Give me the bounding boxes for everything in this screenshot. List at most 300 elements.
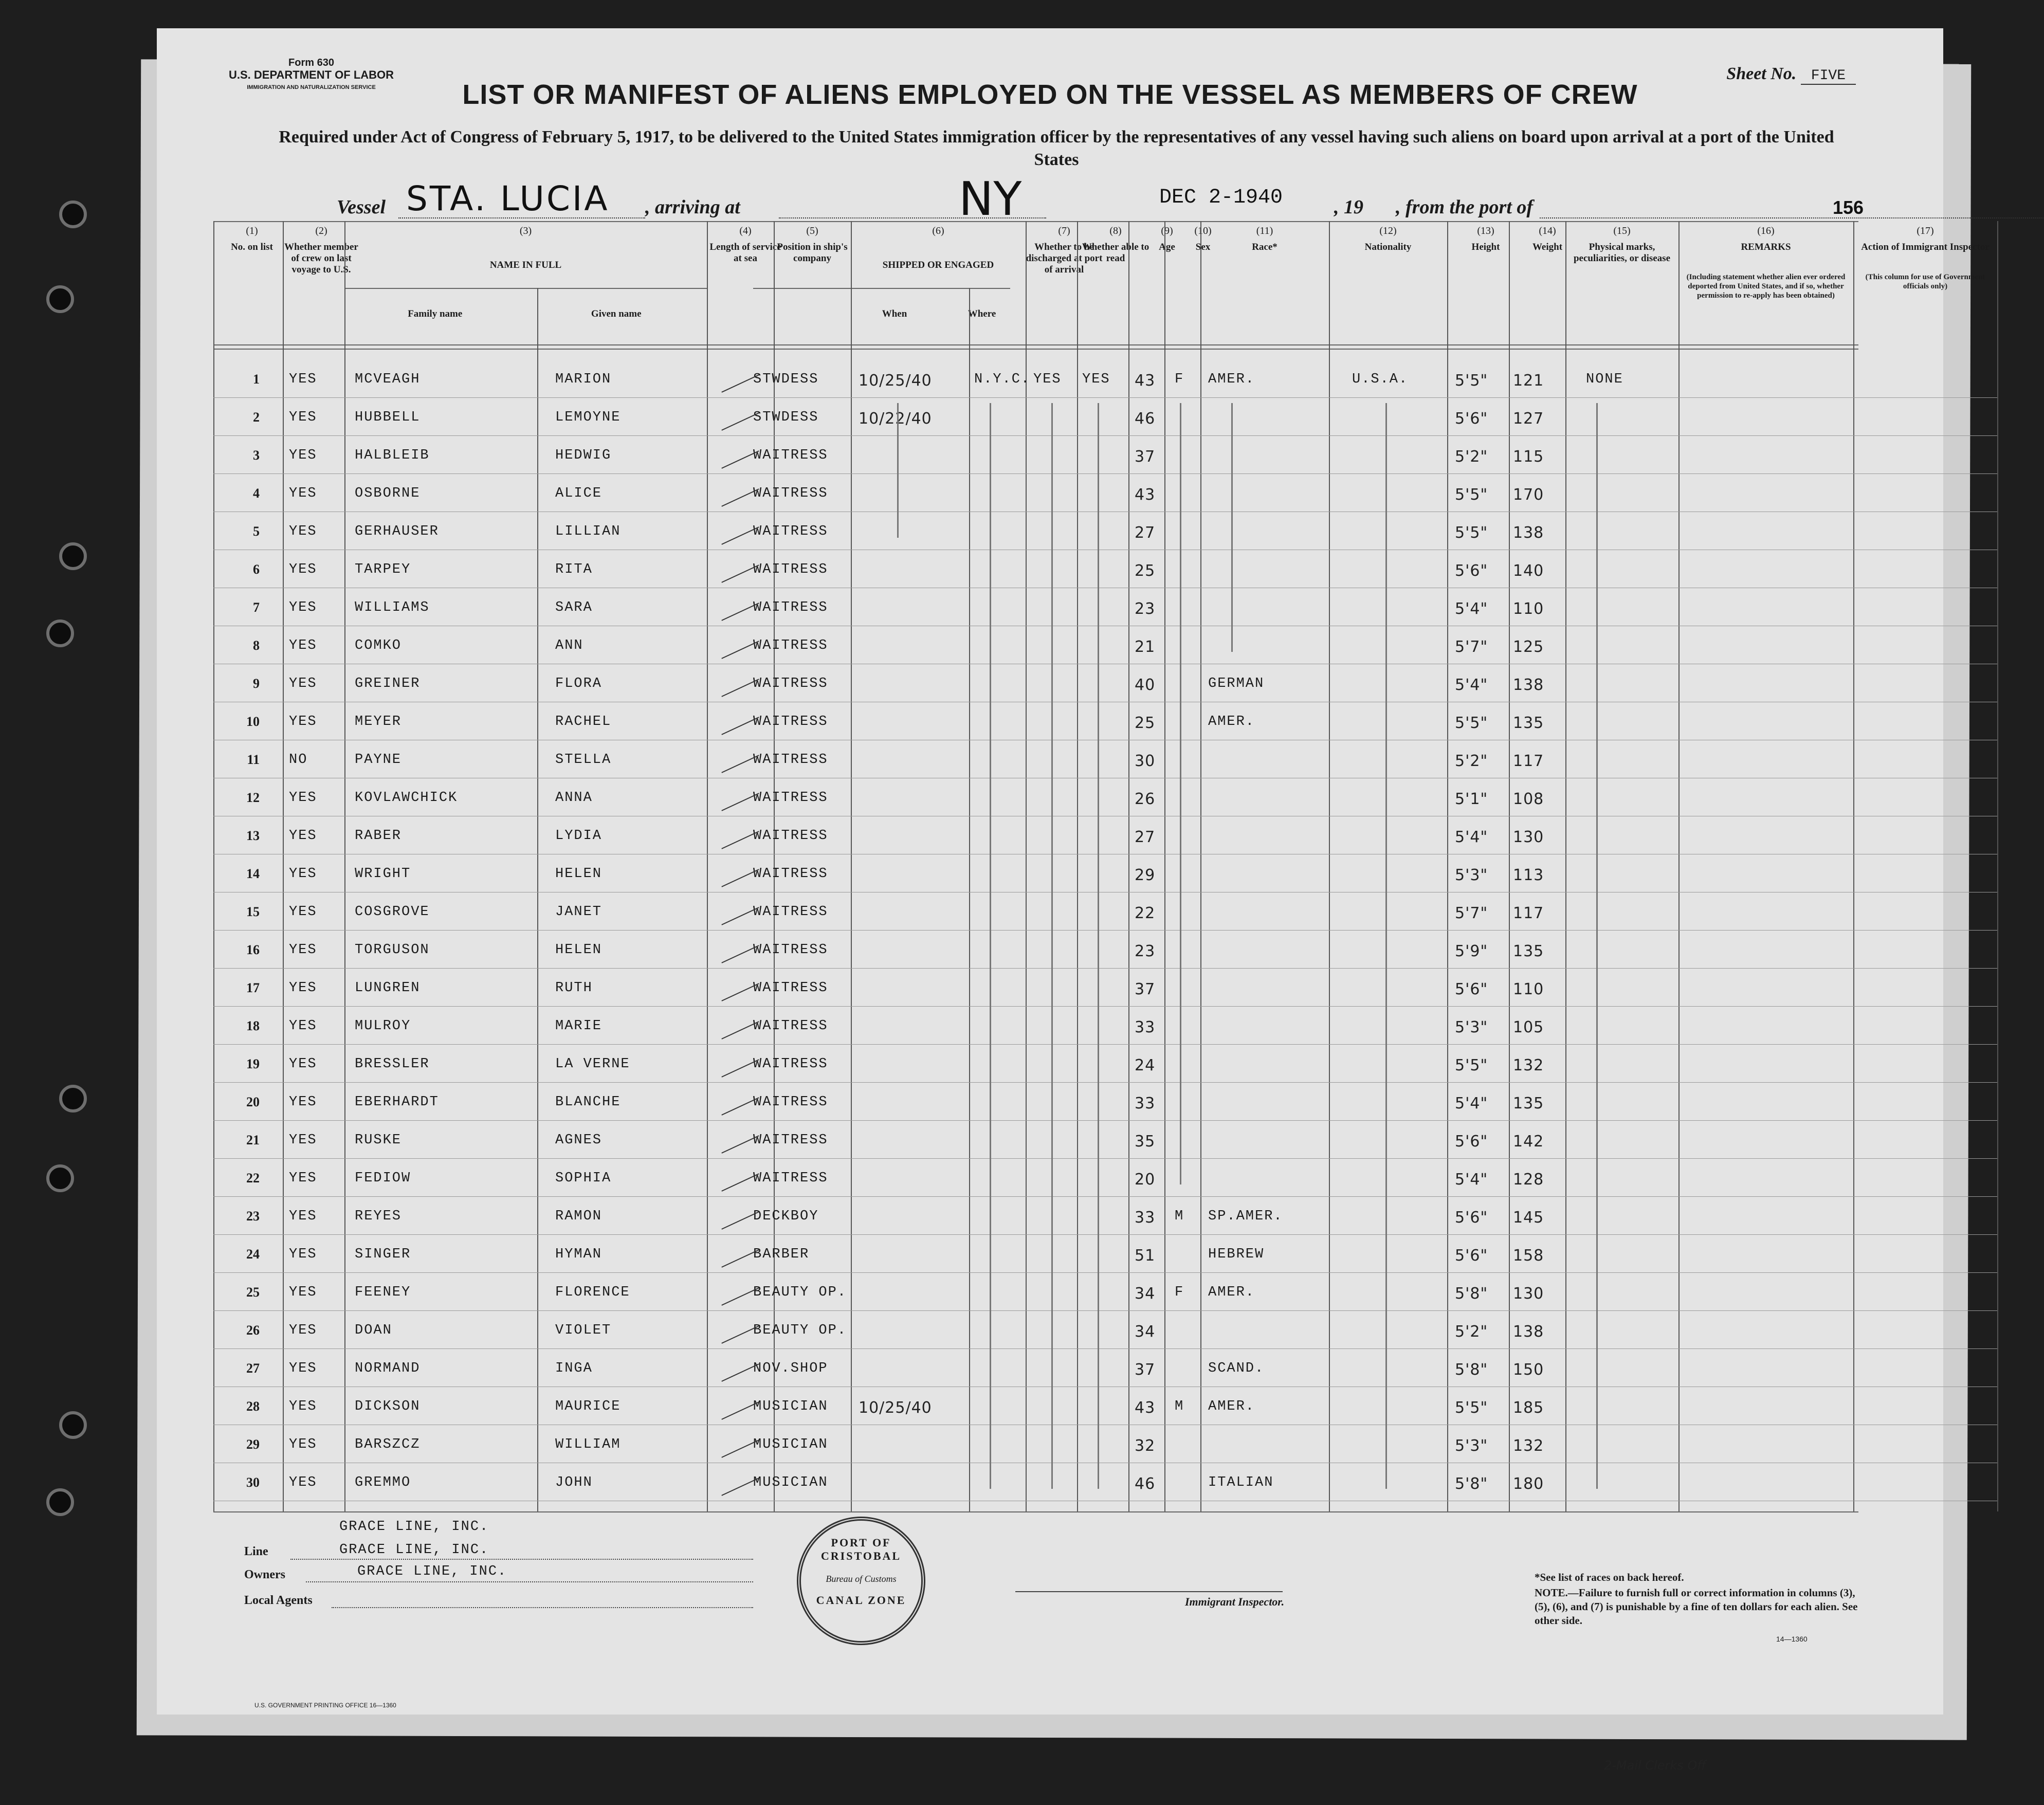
cell-given: VIOLET (555, 1323, 612, 1338)
cell-family: MEYER (355, 714, 402, 730)
cell-height: 5'6" (1455, 980, 1488, 998)
cell-sex: M (1175, 1209, 1184, 1224)
cell-given: RAMON (555, 1209, 603, 1224)
cell-when: 10/25/40 (859, 1399, 932, 1417)
column-number: (14) (1539, 225, 1556, 236)
column-rule (1026, 221, 1027, 1511)
column-rule (1565, 221, 1566, 1511)
cell-last: YES (289, 866, 317, 882)
cell-last: YES (289, 1209, 317, 1224)
form-code: 14—1360 (1776, 1635, 1808, 1643)
line-value: GRACE LINE, INC. (339, 1542, 489, 1558)
column-number: (2) (315, 225, 327, 236)
column-subnote: (Including statement whether alien ever ordered deported from United States, and if so, whether permission to re-apply has been obtained) (1686, 273, 1846, 300)
cell-last: YES (289, 1095, 317, 1110)
cell-last: YES (289, 1475, 317, 1490)
cell-height: 5'5" (1455, 486, 1488, 504)
cell-height: 5'4" (1455, 1095, 1488, 1113)
cell-last: YES (289, 828, 317, 844)
column-rule (1509, 221, 1510, 1511)
cell-when: 10/25/40 (859, 372, 932, 390)
column-rule (1447, 221, 1448, 1511)
manifest-sheet (157, 28, 1990, 1715)
cell-race: AMER. (1208, 1399, 1255, 1414)
cell-discharged: YES (1033, 372, 1062, 387)
ditto-mark (897, 403, 899, 538)
cell-last: YES (289, 1171, 317, 1186)
page-subtitle: Required under Act of Congress of February 5, 1917, to be delivered to the United States immigration officer by the representatives of any vessel having such aliens on board upon arrival at a port of the United States (279, 127, 1834, 169)
cell-given: FLORENCE (555, 1285, 630, 1300)
column-heading: SHIPPED OR ENGAGED (882, 260, 994, 270)
cell-family: WRIGHT (355, 866, 411, 882)
cell-position: WAITRESS (753, 904, 828, 920)
cell-height: 5'4" (1455, 600, 1488, 618)
cell-weight: 128 (1513, 1171, 1544, 1189)
cell-given: HELEN (555, 866, 603, 882)
cell-given: LEMOYNE (555, 410, 621, 425)
cell-family: SINGER (355, 1247, 411, 1262)
cell-no: 16 (246, 942, 260, 957)
cell-age: 46 (1135, 1475, 1156, 1493)
cell-position: WAITRESS (753, 562, 828, 577)
cell-weight: 127 (1513, 410, 1544, 428)
cell-given: SARA (555, 600, 593, 615)
cell-age: 29 (1135, 866, 1156, 884)
cell-given: WILLIAM (555, 1437, 621, 1452)
column-heading: Whether member of crew on last voyage to U.S. (284, 242, 358, 275)
cell-family: RUSKE (355, 1133, 402, 1148)
column-rule (1077, 221, 1078, 1511)
cell-height: 5'6" (1455, 1133, 1488, 1151)
cell-height: 5'5" (1455, 372, 1488, 390)
cell-race: SCAND. (1208, 1361, 1265, 1376)
column-heading: Action of Immigrant Inspector (1861, 242, 1990, 252)
cell-last: YES (289, 790, 317, 806)
cell-family: EBERHARDT (355, 1095, 439, 1110)
cell-given: LILLIAN (555, 524, 621, 539)
column-number: (13) (1477, 225, 1494, 236)
binder-hole (46, 1164, 74, 1192)
name-split-rule (344, 288, 707, 289)
column-number: (6) (932, 225, 944, 236)
cell-family: WILLIAMS (355, 600, 430, 615)
cell-last: YES (289, 904, 317, 920)
cell-given: ALICE (555, 486, 603, 501)
cell-position: WAITRESS (753, 828, 828, 844)
cell-weight: 135 (1513, 1095, 1544, 1113)
row-rule (213, 397, 1997, 398)
form-number: Form 630 (288, 57, 334, 68)
cell-height: 5'3" (1455, 1018, 1488, 1036)
column-subheading: Given name (591, 308, 642, 319)
cell-weight: 130 (1513, 828, 1544, 846)
printer-line: U.S. GOVERNMENT PRINTING OFFICE 16—1360 (254, 1702, 396, 1709)
cell-family: TORGUSON (355, 942, 430, 958)
binder-holes (36, 0, 113, 1805)
vessel-value: STA. LUCIA (406, 179, 610, 218)
cell-weight: 145 (1513, 1209, 1544, 1227)
cell-no: 11 (247, 752, 260, 767)
cell-given: JANET (555, 904, 603, 920)
cell-height: 5'5" (1455, 714, 1488, 732)
cell-no: 9 (253, 676, 260, 691)
cell-position: STWDESS (753, 410, 819, 425)
sheet-number-label: Sheet No. (1726, 64, 1797, 83)
cell-no: 10 (246, 714, 260, 729)
cell-last: YES (289, 448, 317, 463)
binder-hole (59, 1411, 87, 1439)
row-rule (213, 930, 1997, 931)
column-rule (283, 221, 284, 1511)
cell-weight: 132 (1513, 1437, 1544, 1455)
cell-last: YES (289, 714, 317, 730)
cell-age: 33 (1135, 1018, 1156, 1036)
cell-position: WAITRESS (753, 1056, 828, 1072)
cell-no: 19 (246, 1056, 260, 1071)
cell-age: 22 (1135, 904, 1156, 922)
ditto-mark (1231, 403, 1233, 652)
column-heading: Race* (1252, 242, 1278, 252)
column-subheading: Family name (408, 308, 463, 319)
cell-last: YES (289, 1056, 317, 1072)
ditto-mark (1180, 403, 1181, 1184)
cell-height: 5'6" (1455, 562, 1488, 580)
header-bottom-rule (213, 349, 1858, 350)
cell-position: STWDESS (753, 372, 819, 387)
cell-given: MARION (555, 372, 612, 387)
cell-family: RABER (355, 828, 402, 844)
cell-family: GREMMO (355, 1475, 411, 1490)
cell-weight: 150 (1513, 1361, 1544, 1379)
cell-no: 17 (246, 980, 260, 995)
cell-last: YES (289, 1247, 317, 1262)
cell-position: BEAUTY OP. (753, 1285, 847, 1300)
cell-age: 26 (1135, 790, 1156, 808)
cell-nationality: U.S.A. (1352, 372, 1409, 387)
cell-no: 8 (253, 638, 260, 653)
stamp-top-text: PORT OF CRISTOBAL (820, 1536, 902, 1562)
cell-height: 5'7" (1455, 638, 1488, 656)
cell-last: YES (289, 1437, 317, 1452)
cell-weight: 125 (1513, 638, 1544, 656)
cell-no: 7 (253, 600, 260, 615)
cell-family: OSBORNE (355, 486, 421, 501)
cell-weight: 117 (1513, 752, 1544, 770)
from-label: , from the port of (1396, 196, 1534, 218)
company-name: GRACE LINE, INC. (339, 1519, 489, 1535)
binder-hole (46, 285, 74, 313)
column-rule (707, 221, 708, 1511)
column-rule (1164, 221, 1165, 1511)
cell-weight: 180 (1513, 1475, 1544, 1493)
penalty-note-text: —Failure to furnish full or correct information in columns (3), (5), (6), and (7) is punishable by a fine of ten dollars for each alien. See other side. (1535, 1587, 1858, 1627)
cell-family: MCVEAGH (355, 372, 421, 387)
year-label: , 19 (1334, 196, 1363, 218)
races-note: *See list of races on back hereof. (1535, 1571, 1684, 1583)
cell-race: AMER. (1208, 372, 1255, 387)
cell-given: HELEN (555, 942, 603, 958)
cell-height: 5'3" (1455, 866, 1488, 884)
cell-last: YES (289, 1323, 317, 1338)
vessel-line (337, 172, 1879, 226)
cell-given: ANN (555, 638, 583, 653)
row-rule (213, 1044, 1997, 1045)
cell-given: INGA (555, 1361, 593, 1376)
column-subheading: Where (968, 308, 996, 319)
cell-no: 24 (246, 1247, 260, 1262)
column-number: (8) (1109, 225, 1122, 236)
cell-height: 5'1" (1455, 790, 1488, 808)
cell-height: 5'6" (1455, 1209, 1488, 1227)
service: IMMIGRATION AND NATURALIZATION SERVICE (247, 84, 376, 90)
cell-no: 22 (246, 1171, 260, 1186)
column-number: (16) (1757, 225, 1775, 236)
cell-weight: 138 (1513, 1323, 1544, 1341)
column-heading: Length of service at sea (709, 242, 781, 264)
cell-family: DOAN (355, 1323, 392, 1338)
cell-given: FLORA (555, 676, 603, 691)
cell-no: 30 (246, 1475, 260, 1490)
cell-family: BARSZCZ (355, 1437, 421, 1452)
stamp-bottom-text: CANAL ZONE (816, 1594, 906, 1607)
cell-weight: 132 (1513, 1056, 1544, 1074)
cell-family: COSGROVE (355, 904, 430, 920)
cell-position: MUSICIAN (753, 1475, 828, 1490)
cell-weight: 142 (1513, 1133, 1544, 1151)
cell-given: BLANCHE (555, 1095, 621, 1110)
row-rule (213, 1082, 1997, 1083)
name-inner-rule (537, 288, 538, 1511)
cell-position: WAITRESS (753, 524, 828, 539)
cell-weight: 105 (1513, 1018, 1544, 1036)
cell-no: 15 (246, 904, 260, 919)
cell-weight: 110 (1513, 600, 1544, 618)
cell-age: 34 (1135, 1323, 1156, 1341)
cell-weight: 138 (1513, 676, 1544, 694)
cell-no: 14 (246, 866, 260, 881)
row-rule (213, 1006, 1997, 1007)
owners-value: GRACE LINE, INC. (357, 1564, 507, 1579)
cell-no: 13 (246, 828, 260, 843)
column-heading: Physical marks, peculiarities, or disease (1573, 242, 1671, 264)
cell-position: WAITRESS (753, 486, 828, 501)
cell-height: 5'8" (1455, 1285, 1488, 1303)
cell-last: YES (289, 1133, 317, 1148)
from-value: 156 (1833, 197, 1864, 218)
cell-age: 33 (1135, 1209, 1156, 1227)
cell-position: WAITRESS (753, 866, 828, 882)
cell-weight: 110 (1513, 980, 1544, 998)
cell-when: 10/22/40 (859, 410, 932, 428)
pencil-note: 2-Mail Clerks Off (1604, 1758, 1706, 1773)
cell-age: 46 (1135, 410, 1156, 428)
cell-family: PAYNE (355, 752, 402, 768)
cell-weight: 115 (1513, 448, 1544, 466)
cell-given: RACHEL (555, 714, 612, 730)
cell-race: AMER. (1208, 1285, 1255, 1300)
cell-no: 1 (253, 372, 260, 387)
column-rule (1128, 221, 1129, 1511)
cell-height: 5'2" (1455, 752, 1488, 770)
ditto-mark (1596, 403, 1598, 1489)
cell-given: LYDIA (555, 828, 603, 844)
cell-last: YES (289, 1361, 317, 1376)
column-heading: Position in ship's company (777, 242, 848, 264)
cell-last: YES (289, 372, 317, 387)
cell-position: MUSICIAN (753, 1437, 828, 1452)
cell-position: WAITRESS (753, 1018, 828, 1034)
column-number: (10) (1194, 225, 1212, 236)
cell-family: BRESSLER (355, 1056, 430, 1072)
cell-height: 5'9" (1455, 942, 1488, 960)
column-heading: Sex (1195, 242, 1211, 252)
cell-no: 20 (246, 1095, 260, 1109)
cell-age: 37 (1135, 980, 1156, 998)
sheet-number-value: FIVE (1801, 68, 1856, 85)
binder-hole (59, 1085, 87, 1113)
cell-given: MAURICE (555, 1399, 621, 1414)
cell-last: YES (289, 600, 317, 615)
cell-given: STELLA (555, 752, 612, 768)
cell-last: YES (289, 942, 317, 958)
cell-position: DECKBOY (753, 1209, 819, 1224)
cell-weight: 185 (1513, 1399, 1544, 1417)
cell-last: YES (289, 1399, 317, 1414)
cell-race: ITALIAN (1208, 1475, 1274, 1490)
cell-given: RITA (555, 562, 593, 577)
cell-height: 5'3" (1455, 1437, 1488, 1455)
cell-no: 2 (253, 410, 260, 425)
cell-given: AGNES (555, 1133, 603, 1148)
cell-last: YES (289, 1018, 317, 1034)
column-heading: REMARKS (1741, 242, 1791, 252)
cell-family: HALBLEIB (355, 448, 430, 463)
cell-no: 23 (246, 1209, 260, 1224)
column-number: (17) (1917, 225, 1934, 236)
cell-family: FEDIOW (355, 1171, 411, 1186)
cell-position: BARBER (753, 1247, 810, 1262)
column-rule (851, 221, 852, 1511)
cell-weight: 108 (1513, 790, 1544, 808)
column-number: (4) (739, 225, 752, 236)
cell-weight: 117 (1513, 904, 1544, 922)
row-rule (213, 435, 1997, 436)
vessel-label: Vessel (337, 196, 386, 218)
cell-race: GERMAN (1208, 676, 1265, 691)
column-heading: Height (1471, 242, 1500, 252)
cell-age: 23 (1135, 600, 1156, 618)
column-heading: Age (1159, 242, 1175, 252)
cell-height: 5'8" (1455, 1361, 1488, 1379)
cell-age: 27 (1135, 524, 1156, 542)
cell-no: 18 (246, 1018, 260, 1033)
department: U.S. DEPARTMENT OF LABOR (229, 68, 394, 81)
cell-weight: 135 (1513, 714, 1544, 732)
row-rule (213, 1234, 1997, 1235)
cell-family: GERHAUSER (355, 524, 439, 539)
cell-last: YES (289, 562, 317, 577)
cell-height: 5'4" (1455, 828, 1488, 846)
cell-given: HEDWIG (555, 448, 612, 463)
cell-no: 6 (253, 562, 260, 577)
header-bottom-rule (213, 344, 1858, 345)
cell-family: DICKSON (355, 1399, 421, 1414)
column-heading: Whether able to read (1082, 242, 1149, 264)
cell-weight: 130 (1513, 1285, 1544, 1303)
row-rule (213, 1120, 1997, 1121)
arriving-label: , arriving at (645, 196, 740, 218)
cell-given: MARIE (555, 1018, 603, 1034)
cell-given: JOHN (555, 1475, 593, 1490)
date-stamp: DEC 2-1940 (1159, 186, 1283, 209)
cell-age: 43 (1135, 1399, 1156, 1417)
cell-no: 21 (246, 1133, 260, 1147)
cell-family: LUNGREN (355, 980, 421, 996)
crew-table (213, 221, 1990, 1511)
arriving-value: NY (959, 172, 1022, 226)
cell-sex: F (1175, 372, 1184, 387)
cell-age: 34 (1135, 1285, 1156, 1303)
cell-height: 5'5" (1455, 524, 1488, 542)
owners-label: Owners (244, 1568, 285, 1581)
cell-position: WAITRESS (753, 1171, 828, 1186)
cell-race: SP.AMER. (1208, 1209, 1283, 1224)
column-number: (1) (246, 225, 258, 236)
cell-last: YES (289, 1285, 317, 1300)
row-rule (213, 1272, 1997, 1273)
cell-given: ANNA (555, 790, 593, 806)
cell-no: 27 (246, 1361, 260, 1376)
cell-last: YES (289, 524, 317, 539)
cell-age: 37 (1135, 448, 1156, 466)
cell-height: 5'6" (1455, 410, 1488, 428)
cell-age: 37 (1135, 1361, 1156, 1379)
cell-height: 5'6" (1455, 1247, 1488, 1265)
cell-no: 29 (246, 1437, 260, 1452)
column-heading: Nationality (1364, 242, 1412, 252)
cell-age: 20 (1135, 1171, 1156, 1189)
cell-last: YES (289, 980, 317, 996)
cell-last: YES (289, 638, 317, 653)
cell-last: YES (289, 676, 317, 691)
cell-family: MULROY (355, 1018, 411, 1034)
column-number: (7) (1058, 225, 1070, 236)
cell-height: 5'8" (1455, 1475, 1488, 1493)
cell-given: LA VERNE (555, 1056, 630, 1072)
cell-family: REYES (355, 1209, 402, 1224)
cell-age: 23 (1135, 942, 1156, 960)
cell-weight: 135 (1513, 942, 1544, 960)
column-heading: Weight (1532, 242, 1563, 252)
cell-position: WAITRESS (753, 638, 828, 653)
cell-height: 5'4" (1455, 1171, 1488, 1189)
column-number: (5) (806, 225, 818, 236)
cell-sex: M (1175, 1399, 1184, 1414)
cell-family: GREINER (355, 676, 421, 691)
cell-race: HEBREW (1208, 1247, 1265, 1262)
cell-given: RUTH (555, 980, 593, 996)
cell-position: BEAUTY OP. (753, 1323, 847, 1338)
cell-family: FEENEY (355, 1285, 411, 1300)
cell-family: TARPEY (355, 562, 411, 577)
column-rule (213, 221, 214, 1511)
cell-weight: 140 (1513, 562, 1544, 580)
cell-weight: 113 (1513, 866, 1544, 884)
cell-age: 35 (1135, 1133, 1156, 1151)
cell-no: 5 (253, 524, 260, 539)
column-number: (9) (1161, 225, 1173, 236)
penalty-note-head: NOTE. (1535, 1587, 1568, 1599)
